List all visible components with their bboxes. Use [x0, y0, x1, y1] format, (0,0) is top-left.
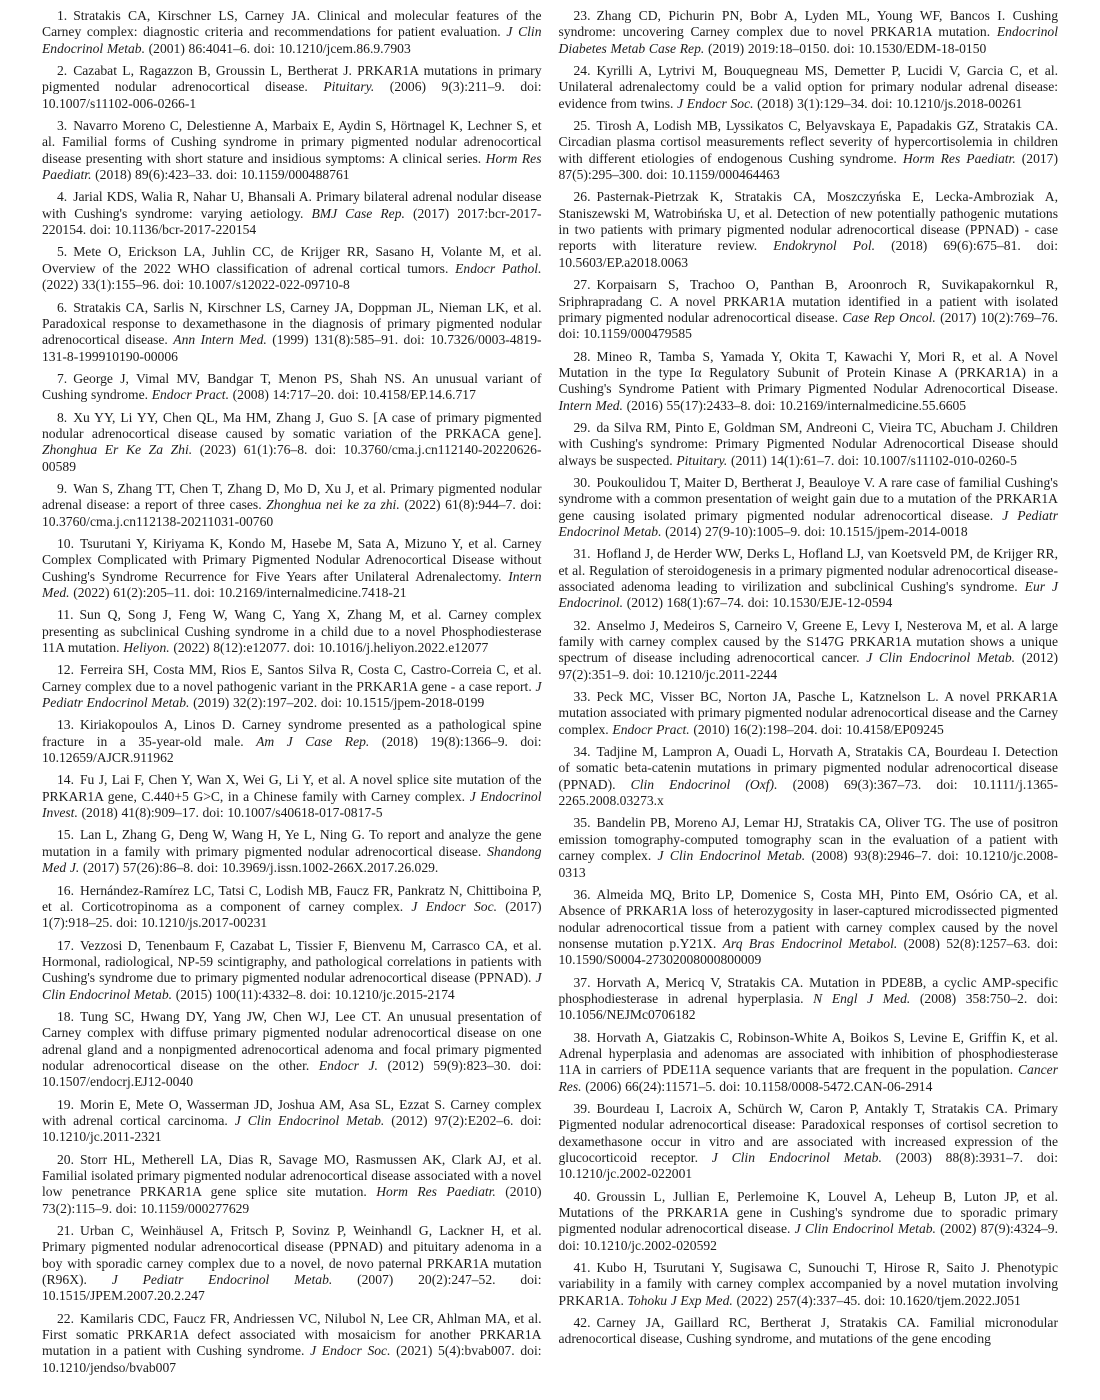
reference-number: 28.: [573, 348, 591, 364]
journal-name: J Pediatr Endocrinol Metab.: [111, 1272, 333, 1288]
journal-name: Am J Case Rep.: [256, 733, 370, 749]
journal-name: N Engl J Med.: [813, 990, 911, 1006]
reference-item: 21. Urban C, Weinhäusel A, Fritsch P, Sovinz P, Weinhandl G, Lackner H, et al. Primary pigmented nodular adrenocortical disease (PPNAD) and pituitary adenoma in a boy with sporadic carney complex due to a novel, de novo paternal PRKAR1A mutation (R96X). J Pediatr Endocrinol Metab. (2007) 20(2):247–52. doi: 10.1515/JPEM.2007.20.2.247: [42, 1223, 542, 1304]
journal-name: Eur J Endocrinol.: [558, 579, 1058, 611]
reference-item: 28. Mineo R, Tamba S, Yamada Y, Okita T, Kawachi Y, Mori R, et al. A Novel Mutation in the type Iα Regulatory Subunit of Protein Kinase A (PRKAR1A) in a Cushing's Syndrome Patient with Primary Pigmented Nodular Adrenocortical Disease. Intern Med. (2016) 55(17):2433–8. doi: 10.2169/internalmedicine.55.6605: [558, 348, 1058, 413]
journal-name: Endocr J.: [318, 1057, 378, 1073]
reference-number: 5.: [57, 244, 68, 260]
reference-number: 35.: [573, 815, 591, 831]
reference-item: 24. Kyrilli A, Lytrivi M, Bouquegneau MS, Demetter P, Lucidi V, Garcia C, et al. Unilateral adrenalectomy could be a valid option for primary nodular adrenal disease: evidence from twins. J Endocr Soc. (2018) 3(1):129–34. doi: 10.1210/js.2018-00261: [558, 63, 1058, 111]
reference-item: 36. Almeida MQ, Brito LP, Domenice S, Costa MH, Pinto EM, Osório CA, et al. Absence of PRKAR1A loss of heterozygosity in laser-captured microdissected pigmented nodular adrenocortical tissue from a patient with carney complex caused by the novel nonsense mutation p.Y21X. Arq Bras Endocrinol Metabol. (2008) 52(8):1257–63. doi: 10.1590/S0004-27302008000800009: [558, 886, 1058, 968]
reference-item: 35. Bandelin PB, Moreno AJ, Lemar HJ, Stratakis CA, Oliver TG. The use of positron emission tomography-computed tomography scan in the evaluation of a patient with carney complex. J Clin Endocrinol Metab. (2008) 93(8):2946–7. doi: 10.1210/jc.2008-0313: [558, 815, 1058, 880]
reference-number: 9.: [57, 480, 68, 496]
reference-item: 34. Tadjine M, Lampron A, Ouadi L, Horvath A, Stratakis CA, Bourdeau I. Detection of somatic beta-catenin mutations in primary pigmented nodular adrenocortical disease (PPNAD). Clin Endocrinol (Oxf). (2008) 69(3):367–73. doi: 10.1111/j.1365-2265.2008.03273.x: [558, 744, 1058, 809]
journal-name: Shandong Med J.: [42, 843, 542, 876]
reference-number: 15.: [57, 827, 74, 843]
reference-number: 42.: [573, 1315, 591, 1331]
reference-number: 20.: [57, 1151, 74, 1167]
reference-item: 9. Wan S, Zhang TT, Chen T, Zhang D, Mo D, Xu J, et al. Primary pigmented nodular adrenal disease: a report of three cases. Zhonghua nei ke za zhi. (2022) 61(8):944–7. doi: 10.3760/cma.j.cn112138-20211031-00760: [42, 480, 542, 529]
journal-name: Pituitary.: [676, 452, 728, 468]
reference-item: 6. Stratakis CA, Sarlis N, Kirschner LS, Carney JA, Doppman JL, Nieman LK, et al. Paradoxical response to dexamethasone in the diagnosis of primary pigmented nodular adrenocortical disease. Ann Intern Med. (1999) 131(8):585–91. doi: 10.7326/0003-4819-131-8-199910190-00006: [42, 299, 542, 364]
reference-number: 18.: [57, 1008, 74, 1024]
reference-number: 29.: [573, 419, 591, 435]
reference-number: 2.: [57, 63, 68, 79]
reference-item: 37. Horvath A, Mericq V, Stratakis CA. Mutation in PDE8B, a cyclic AMP-specific phosphodiesterase in adrenal hyperplasia. N Engl J Med. (2008) 358:750–2. doi: 10.1056/NEJMc0706182: [558, 974, 1058, 1023]
journal-name: Case Rep Oncol.: [842, 309, 936, 325]
reference-number: 1.: [57, 8, 68, 23]
reference-number: 26.: [573, 189, 591, 205]
reference-number: 34.: [573, 744, 591, 760]
journal-name: Clin Endocrinol (Oxf).: [630, 776, 778, 792]
reference-number: 22.: [57, 1310, 74, 1326]
reference-item: 17. Vezzosi D, Tenenbaum F, Cazabat L, Tissier F, Bienvenu M, Carrasco CA, et al. Hormonal, radiological, NP-59 scintigraphy, and pathological correlations in patients with Cushing's syndrome due to primary pigmented nodular adrenocortical disease (PPNAD). J Clin Endocrinol Metab. (2015) 100(11):4332–8. doi: 10.1210/jc.2015-2174: [42, 937, 542, 1002]
reference-item: 25. Tirosh A, Lodish MB, Lyssikatos C, Belyavskaya E, Papadakis GZ, Stratakis CA. Circadian plasma cortisol measurements reflect severity of hypercortisolemia in children with different etiologies of endogenous Cushing syndrome. Horm Res Paediatr. (2017) 87(5):295–300. doi: 10.1159/000464463: [558, 118, 1059, 183]
reference-item: 33. Peck MC, Visser BC, Norton JA, Pasche L, Katznelson L. A novel PRKAR1A mutation associated with primary pigmented nodular adrenocortical disease and the Carney complex. Endocr Pract. (2010) 16(2):198–204. doi: 10.4158/EP09245: [558, 689, 1058, 737]
reference-item: 11. Sun Q, Song J, Feng W, Wang C, Yang X, Zhang M, et al. Carney complex presenting as subclinical Cushing syndrome in a child due to a novel Phosphodiesterase 11A mutation. Heliyon. (2022) 8(12):e12077. doi: 10.1016/j.heliyon.2022.e12077: [42, 607, 542, 656]
reference-item: 8. Xu YY, Li YY, Chen QL, Ma HM, Zhang J, Guo S. [A case of primary pigmented nodular adrenocortical disease caused by somatic variation of the PRKACA gene]. Zhonghua Er Ke Za Zhi. (2023) 61(1):76–8. doi: 10.3760/cma.j.cn112140-20220626-00589: [42, 409, 542, 474]
reference-item: 41. Kubo H, Tsurutani Y, Sugisawa C, Sunouchi T, Hirose R, Saito J. Phenotypic variability in a family with carney complex accompanied by a novel mutation involving PRKAR1A. Tohoku J Exp Med. (2022) 257(4):337–45. doi: 10.1620/tjem.2022.J051: [558, 1260, 1058, 1308]
journal-name: Intern Med.: [42, 568, 542, 600]
references-column-right: [559, 8, 1059, 1376]
reference-item: 12. Ferreira SH, Costa MM, Rios E, Santos Silva R, Costa C, Castro-Correia C, et al. Carney complex due to a novel pathogenic variant in the PRKAR1A gene - a case report. J Pediatr Endocrinol Metab. (2019) 32(2):197–202. doi: 10.1515/jpem-2018-0199: [42, 662, 542, 711]
reference-number: 10.: [57, 535, 74, 551]
reference-number: 17.: [57, 937, 74, 953]
journal-name: Zhonghua Er Ke Za Zhi.: [42, 442, 193, 458]
reference-item: 3. Navarro Moreno C, Delestienne A, Marbaix E, Aydin S, Hörtnagel K, Lechner S, et al. Familial forms of Cushing syndrome in primary pigmented nodular adrenocortical disease presenting with short stature and insidious symptoms: A clinical series. Horm Res Paediatr. (2018) 89(6):423–33. doi: 10.1159/000488761: [42, 118, 542, 183]
reference-number: 21.: [57, 1223, 74, 1239]
journal-name: J Clin Endocrinol Metab.: [42, 24, 542, 56]
reference-number: 30.: [573, 474, 591, 490]
reference-item: 10. Tsurutani Y, Kiriyama K, Kondo M, Hasebe M, Sata A, Mizuno Y, et al. Carney Complex Complicated with Primary Pigmented Nodular Adrenocortical Disease without Cushing's Syndrome Recurrence for Five Years after Unilateral Adrenalectomy. Intern Med. (2022) 61(2):205–11. doi: 10.2169/internalmedicine.7418-21: [42, 535, 542, 600]
reference-number: 19.: [57, 1096, 74, 1112]
journal-name: J Clin Endocrinol Metab.: [866, 650, 1016, 666]
journal-name: J Clin Endocrinol Metab.: [657, 848, 806, 864]
reference-item: 40. Groussin L, Jullian E, Perlemoine K, Louvel A, Leheup B, Luton JP, et al. Mutations of the PRKAR1A gene in Cushing's syndrome due to sporadic primary pigmented nodular adrenocortical disease. J Clin Endocrinol Metab. (2002) 87(9):4324–9. doi: 10.1210/jc.2002-020592: [558, 1188, 1058, 1253]
journal-name: Endocr Pract.: [612, 721, 690, 737]
reference-number: 32.: [573, 617, 591, 633]
reference-number: 25.: [573, 118, 591, 134]
reference-number: 3.: [57, 118, 68, 134]
journal-name: J Endocrinol Invest.: [42, 788, 542, 821]
reference-number: 37.: [573, 974, 591, 990]
reference-number: 41.: [573, 1260, 591, 1276]
reference-number: 31.: [573, 546, 591, 562]
journal-name: J Clin Endocrinol Metab.: [711, 1150, 882, 1165]
reference-number: 38.: [573, 1029, 591, 1045]
reference-item: 7. George J, Vimal MV, Bandgar T, Menon PS, Shah NS. An unusual variant of Cushing syndrome. Endocr Pract. (2008) 14:717–20. doi: 10.4158/EP.14.6.717: [42, 370, 542, 403]
journal-name: Intern Med.: [558, 397, 623, 413]
reference-item: 22. Kamilaris CDC, Faucz FR, Andriessen VC, Nilubol N, Lee CR, Ahlman MA, et al. First somatic PRKAR1A defect associated with mosaicism for another PRKAR1A mutation in a patient with Cushing syndrome. J Endocr Soc. (2021) 5(4):bvab007. doi: 10.1210/jendso/bvab007: [42, 1310, 542, 1375]
journal-name: BMJ Case Rep.: [311, 205, 405, 221]
reference-item: 1. Stratakis CA, Kirschner LS, Carney JA. Clinical and molecular features of the Carney complex: diagnostic criteria and recommendations for patient evaluation. J Clin Endocrinol Metab. (2001) 86:4041–6. doi: 10.1210/jcem.86.9.7903: [42, 8, 542, 56]
reference-number: 39.: [573, 1100, 591, 1116]
reference-item: 42. Carney JA, Gaillard RC, Bertherat J, Stratakis CA. Familial micronodular adrenocortical disease, Cushing syndrome, and mutations of the gene encoding: [558, 1315, 1058, 1347]
reference-item: 15. Lan L, Zhang G, Deng W, Wang H, Ye L, Ning G. To report and analyze the gene mutation in a family with primary pigmented nodular adrenocortical disease. Shandong Med J. (2017) 57(26):86–8. doi: 10.3969/j.issn.1002-266X.2017.26.029.: [42, 827, 542, 876]
reference-item: 16. Hernández-Ramírez LC, Tatsi C, Lodish MB, Faucz FR, Pankratz N, Chittiboina P, et al. Corticotropinoma as a component of carney complex. J Endocr Soc. (2017) 1(7):918–25. doi: 10.1210/js.2017-00231: [42, 882, 542, 931]
reference-item: 31. Hofland J, de Herder WW, Derks L, Hofland LJ, van Koetsveld PM, de Krijger RR, et al. Regulation of steroidogenesis in a primary pigmented nodular adrenocortical disease-associated adenoma leading to virilization and subclinical Cushing's syndrome. Eur J Endocrinol. (2012) 168(1):67–74. doi: 10.1530/EJE-12-0594: [558, 546, 1058, 611]
reference-number: 11.: [57, 607, 74, 623]
reference-number: 23.: [573, 8, 591, 23]
journal-name: J Endocr Soc.: [677, 95, 754, 111]
references-column-left: [42, 8, 542, 1376]
journal-name: Horm Res Paediatr.: [376, 1184, 496, 1200]
journal-name: J Pediatr Endocrinol Metab.: [558, 507, 1058, 539]
journal-name: Pituitary.: [323, 79, 375, 95]
journal-name: Ann Intern Med.: [173, 332, 267, 348]
journal-name: Cancer Res.: [558, 1062, 1058, 1094]
reference-item: 29. da Silva RM, Pinto E, Goldman SM, Andreoni C, Vieira TC, Abucham J. Children with Cushing's syndrome: Primary Pigmented Nodular Adrenocortical Disease should always be suspected. Pituitary. (2011) 14(1):61–7. doi: 10.1007/s11102-010-0260-5: [558, 419, 1058, 468]
journal-name: Zhonghua nei ke za zhi.: [266, 497, 400, 513]
journal-name: J Endocr Soc.: [411, 898, 497, 914]
reference-item: 20. Storr HL, Metherell LA, Dias R, Savage MO, Rasmussen AK, Clark AJ, et al. Familial isolated primary pigmented nodular adrenocortical disease associated with a novel low penetrance PRKAR1A gene splice site mutation. Horm Res Paediatr. (2010) 73(2):115–9. doi: 10.1159/000277629: [42, 1151, 542, 1216]
reference-number: 14.: [57, 772, 74, 788]
reference-item: 2. Cazabat L, Ragazzon B, Groussin L, Bertherat J. PRKAR1A mutations in primary pigmented nodular adrenocortical disease. Pituitary. (2006) 9(3):211–9. doi: 10.1007/s11102-006-0266-1: [42, 63, 542, 111]
journal-name: J Clin Endocrinol Metab.: [234, 1112, 385, 1128]
reference-item: 14. Fu J, Lai F, Chen Y, Wan X, Wei G, Li Y, et al. A novel splice site mutation of the PRKAR1A gene, C.440+5 G>C, in a Chinese family with Carney complex. J Endocrinol Invest. (2018) 41(8):909–17. doi: 10.1007/s40618-017-0817-5: [42, 772, 542, 821]
reference-number: 6.: [57, 299, 68, 315]
journal-name: Endokrynol Pol.: [773, 238, 875, 254]
journal-name: Arq Bras Endocrinol Metabol.: [722, 935, 898, 951]
reference-item: 4. Jarial KDS, Walia R, Nahar U, Bhansali A. Primary bilateral adrenal nodular disease with Cushing's syndrome: varying aetiology. BMJ Case Rep. (2017) 2017:bcr-2017-220154. doi: 10.1136/bcr-2017-220154: [42, 189, 542, 238]
references-columns: [42, 8, 1058, 1376]
reference-item: 5. Mete O, Erickson LA, Juhlin CC, de Krijger RR, Sasano H, Volante M, et al. Overview of the 2022 WHO classification of adrenal cortical tumors. Endocr Pathol. (2022) 33(1):155–96. doi: 10.1007/s12022-022-09710-8: [42, 244, 542, 293]
reference-item: 27. Korpaisarn S, Trachoo O, Panthan B, Aroonroch R, Suvikapakornkul R, Sriphrapradang C. A novel PRKAR1A mutation identified in a patient with isolated primary pigmented nodular adrenocortical disease. Case Rep Oncol. (2017) 10(2):769–76. doi: 10.1159/000479585: [558, 277, 1058, 342]
journal-name: Endocr Pathol.: [455, 260, 542, 276]
journal-name: Endocrinol Diabetes Metab Case Rep.: [558, 24, 1058, 56]
reference-number: 36.: [573, 886, 591, 902]
reference-number: 12.: [57, 662, 74, 678]
reference-item: 39. Bourdeau I, Lacroix A, Schürch W, Caron P, Antakly T, Stratakis CA. Primary Pigmented nodular adrenocortical disease: Paradoxical responses of cortisol secretion to dexamethasone occur in vitro and are associated with increased expression of the glucocorticoid receptor. J Clin Endocrinol Metab. (2003) 88(8):3931–7. doi: 10.1210/jc.2002-022001: [558, 1100, 1058, 1182]
reference-number: 4.: [57, 189, 68, 205]
reference-item: 38. Horvath A, Giatzakis C, Robinson-White A, Boikos S, Levine E, Griffin K, et al. Adrenal hyperplasia and adenomas are associated with inhibition of phosphodiesterase 11A in carriers of PDE11A sequence variants that are frequent in the population. Cancer Res. (2006) 66(24):11571–5. doi: 10.1158/0008-5472.CAN-06-2914: [558, 1029, 1058, 1094]
reference-item: 23. Zhang CD, Pichurin PN, Bobr A, Lyden ML, Young WF, Bancos I. Cushing syndrome: uncovering Carney complex due to novel PRKAR1A mutation. Endocrinol Diabetes Metab Case Rep. (2019) 2019:18–0150. doi: 10.1530/EDM-18-0150: [558, 8, 1058, 56]
reference-item: 30. Poukoulidou T, Maiter D, Bertherat J, Beauloye V. A rare case of familial Cushing's syndrome with a common presentation of weight gain due to a mutation of the PRKAR1A gene causing isolated primary pigmented nodular adrenocortical disease. J Pediatr Endocrinol Metab. (2014) 27(9-10):1005–9. doi: 10.1515/jpem-2014-0018: [558, 474, 1058, 539]
reference-number: 8.: [57, 409, 68, 425]
reference-item: 13. Kiriakopoulos A, Linos D. Carney syndrome presented as a pathological spine fracture in a 35-year-old male. Am J Case Rep. (2018) 19(8):1366–9. doi: 10.12659/AJCR.911962: [42, 717, 542, 766]
journal-name: J Endocr Soc.: [310, 1343, 391, 1359]
reference-number: 27.: [573, 277, 591, 293]
reference-number: 16.: [57, 882, 74, 898]
journal-name: Horm Res Paediatr.: [42, 150, 542, 183]
reference-item: 26. Pasternak-Pietrzak K, Stratakis CA, Moszczyńska E, Lecka-Ambroziak A, Staniszewski M, Watrobińska U, et al. Detection of new potentially pathogenic mutations in two patients with primary pigmented nodular adrenocortical disease (PPNAD) - case reports with literature review. Endokrynol Pol. (2018) 69(6):675–81. doi: 10.5603/EP.a2018.0063: [558, 189, 1058, 270]
reference-number: 24.: [573, 63, 591, 79]
journal-name: Endocr Pract.: [151, 387, 229, 403]
reference-number: 40.: [573, 1188, 591, 1204]
reference-number: 13.: [57, 717, 74, 733]
journal-name: J Pediatr Endocrinol Metab.: [42, 678, 542, 711]
reference-number: 7.: [57, 370, 68, 386]
journal-name: Horm Res Paediatr.: [902, 150, 1016, 166]
reference-item: 32. Anselmo J, Medeiros S, Carneiro V, Greene E, Levy I, Nesterova M, et al. A large family with carney complex caused by the S147G PRKAR1A mutation shows a unique spectrum of disease including adrenocortical cancer. J Clin Endocrinol Metab. (2012) 97(2):351–9. doi: 10.1210/jc.2011-2244: [558, 617, 1058, 682]
journal-name: Tohoku J Exp Med.: [627, 1292, 733, 1308]
reference-number: 33.: [573, 689, 591, 705]
reference-item: 19. Morin E, Mete O, Wasserman JD, Joshua AM, Asa SL, Ezzat S. Carney complex with adrenal cortical carcinoma. J Clin Endocrinol Metab. (2012) 97(2):E202–6. doi: 10.1210/jc.2011-2321: [42, 1096, 542, 1145]
reference-item: 18. Tung SC, Hwang DY, Yang JW, Chen WJ, Lee CT. An unusual presentation of Carney complex with diffuse primary pigmented nodular adrenocortical disease on one adrenal gland and a nonpigmented adrenocortical adenoma and focal primary pigmented nodular adrenocortical disease on the other. Endocr J. (2012) 59(9):823–30. doi: 10.1507/endocrj.EJ12-0040: [42, 1008, 542, 1090]
journal-name: J Clin Endocrinol Metab.: [42, 970, 542, 1002]
journal-name: Heliyon.: [123, 640, 170, 656]
journal-name: J Clin Endocrinol Metab.: [794, 1221, 936, 1237]
